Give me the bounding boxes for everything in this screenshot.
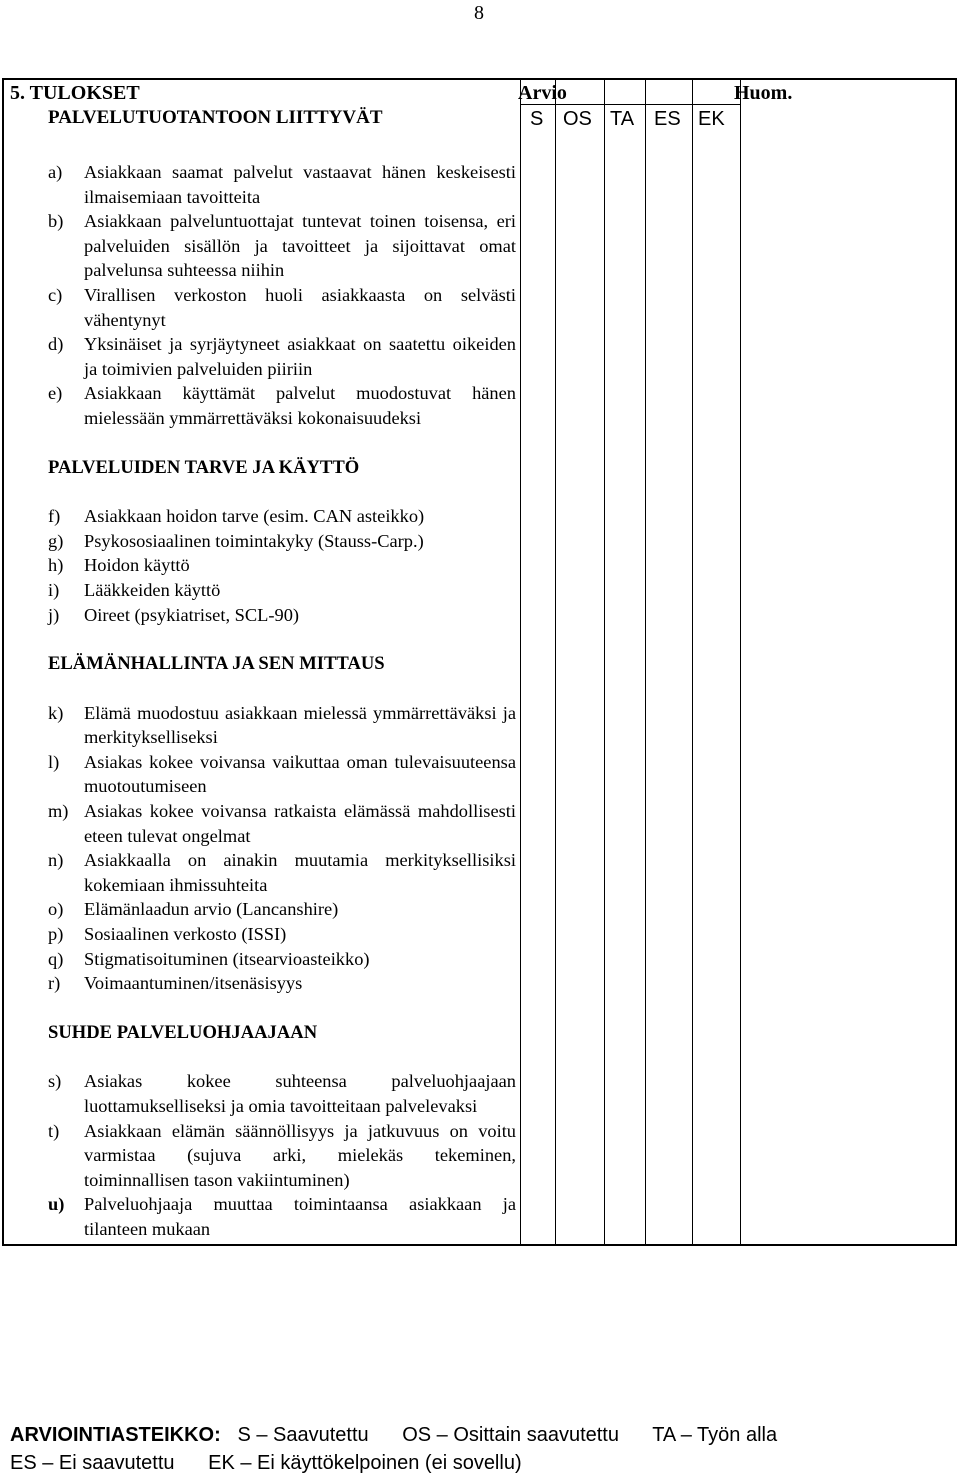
code-s: S <box>530 108 544 130</box>
criterion-q: q) Stigmatisoituminen (itsearvioasteikko) <box>48 948 370 969</box>
criterion-m: m) Asiakas kokee voivansa ratkaista elämässä mahdollisesti eteen tulevat ongelmat <box>48 801 516 846</box>
criterion-o: o) Elämänlaadun arvio (Lancanshire) <box>48 899 339 920</box>
legend-s: S – Saavutettu <box>237 1424 369 1446</box>
column-divider <box>604 80 605 1244</box>
criterion-d: d) Yksinäiset ja syrjäytyneet asiakkaat on saatettu oikeiden ja toimivien palveluiden piiriin <box>48 334 516 379</box>
column-divider <box>555 80 556 1244</box>
criterion-i: i) Lääkkeiden käyttö <box>48 579 221 600</box>
results-form-table <box>2 78 957 1246</box>
criterion-s: s) Asiakas kokee suhteensa palveluohjaajaan luottamukselliseksi ja omia tavoitteitaan palvelevaksi <box>48 1071 516 1116</box>
section-heading-relationship: SUHDE PALVELUOHJAAJAAN <box>48 1021 318 1043</box>
rating-scale-legend-line2 <box>10 1452 550 1475</box>
code-es: ES <box>654 108 681 130</box>
code-ta: TA <box>610 108 635 130</box>
criterion-f: f) Asiakkaan hoidon tarve (esim. CAN asteikko) <box>48 506 425 527</box>
rating-scale-legend <box>10 1424 805 1447</box>
criterion-t: t) Asiakkaan elämän säännöllisyys ja jatkuvuus on voitu varmistaa (sujuva arki, mielekäs tekeminen, toiminnallisen tason vakiintuminen) <box>48 1120 516 1190</box>
criterion-c: c) Virallisen verkoston huoli asiakkaasta on selvästi vähentynyt <box>48 284 516 330</box>
legend-title: ARVIOINTIASTEIKKO: <box>10 1424 221 1446</box>
section-heading-needs: PALVELUIDEN TARVE JA KÄYTTÖ <box>48 456 360 478</box>
criterion-g: g) Psykososiaalinen toimintakyky (Stauss-Carp.) <box>48 530 424 551</box>
criterion-k: k) Elämä muodostuu asiakkaan mielessä ymmärrettäväksi ja merkitykselliseksi <box>48 702 516 748</box>
criterion-u: u) Palveluohjaaja muuttaa toimintaansa asiakkaan ja tilanteen mukaan <box>48 1194 516 1239</box>
column-divider <box>520 80 521 1244</box>
page-number: 8 <box>474 2 484 24</box>
legend-os: OS – Osittain saavutettu <box>402 1424 619 1446</box>
notes-header: Huom. <box>734 82 793 104</box>
legend-ek: EK – Ei käyttökelpoinen (ei sovellu) <box>208 1452 522 1474</box>
legend-ta: TA – Työn alla <box>652 1424 778 1446</box>
section-title: 5. TULOKSET <box>10 82 140 104</box>
criterion-a: a) Asiakkaan saamat palvelut vastaavat hänen keskeisesti ilmaisemiaan tavoitteita <box>48 162 516 207</box>
criteria-list <box>48 160 516 1242</box>
column-divider <box>645 80 646 1244</box>
criterion-h: h) Hoidon käyttö <box>48 555 190 576</box>
criterion-b: b) Asiakkaan palveluntuottajat tuntevat toinen toisensa, eri palveluiden sisällön ja tavoitteet ja sijoittavat omat palvelunsa suhteessa niihin <box>48 211 516 281</box>
code-os: OS <box>563 108 592 130</box>
criterion-r: r) Voimaantuminen/itsenäsisyys <box>48 973 303 994</box>
section-heading-life-management: ELÄMÄNHALLINTA JA SEN MITTAUS <box>48 653 385 675</box>
assessment-header: Arvio <box>518 82 567 104</box>
criterion-n: n) Asiakkaalla on ainakin muutamia merkityksellisiksi kokemiaan ihmissuhteita <box>48 850 516 895</box>
criterion-e: e) Asiakkaan käyttämät palvelut muodostuvat hänen mielessään ymmärrettäväksi kokonaisuudeksi <box>48 383 516 428</box>
criterion-l: l) Asiakas kokee voivansa vaikuttaa oman tulevaisuuteensa muotoutumiseen <box>48 751 516 797</box>
criterion-p: p) Sosiaalinen verkosto (ISSI) <box>48 924 287 945</box>
code-ek: EK <box>698 108 725 130</box>
criterion-j: j) Oireet (psykiatriset, SCL-90) <box>48 604 300 625</box>
column-divider <box>740 80 741 1244</box>
column-divider <box>692 80 693 1244</box>
legend-es: ES – Ei saavutettu <box>10 1452 175 1474</box>
subsection-title: PALVELUTUOTANTOON LIITTYVÄT <box>48 107 383 128</box>
